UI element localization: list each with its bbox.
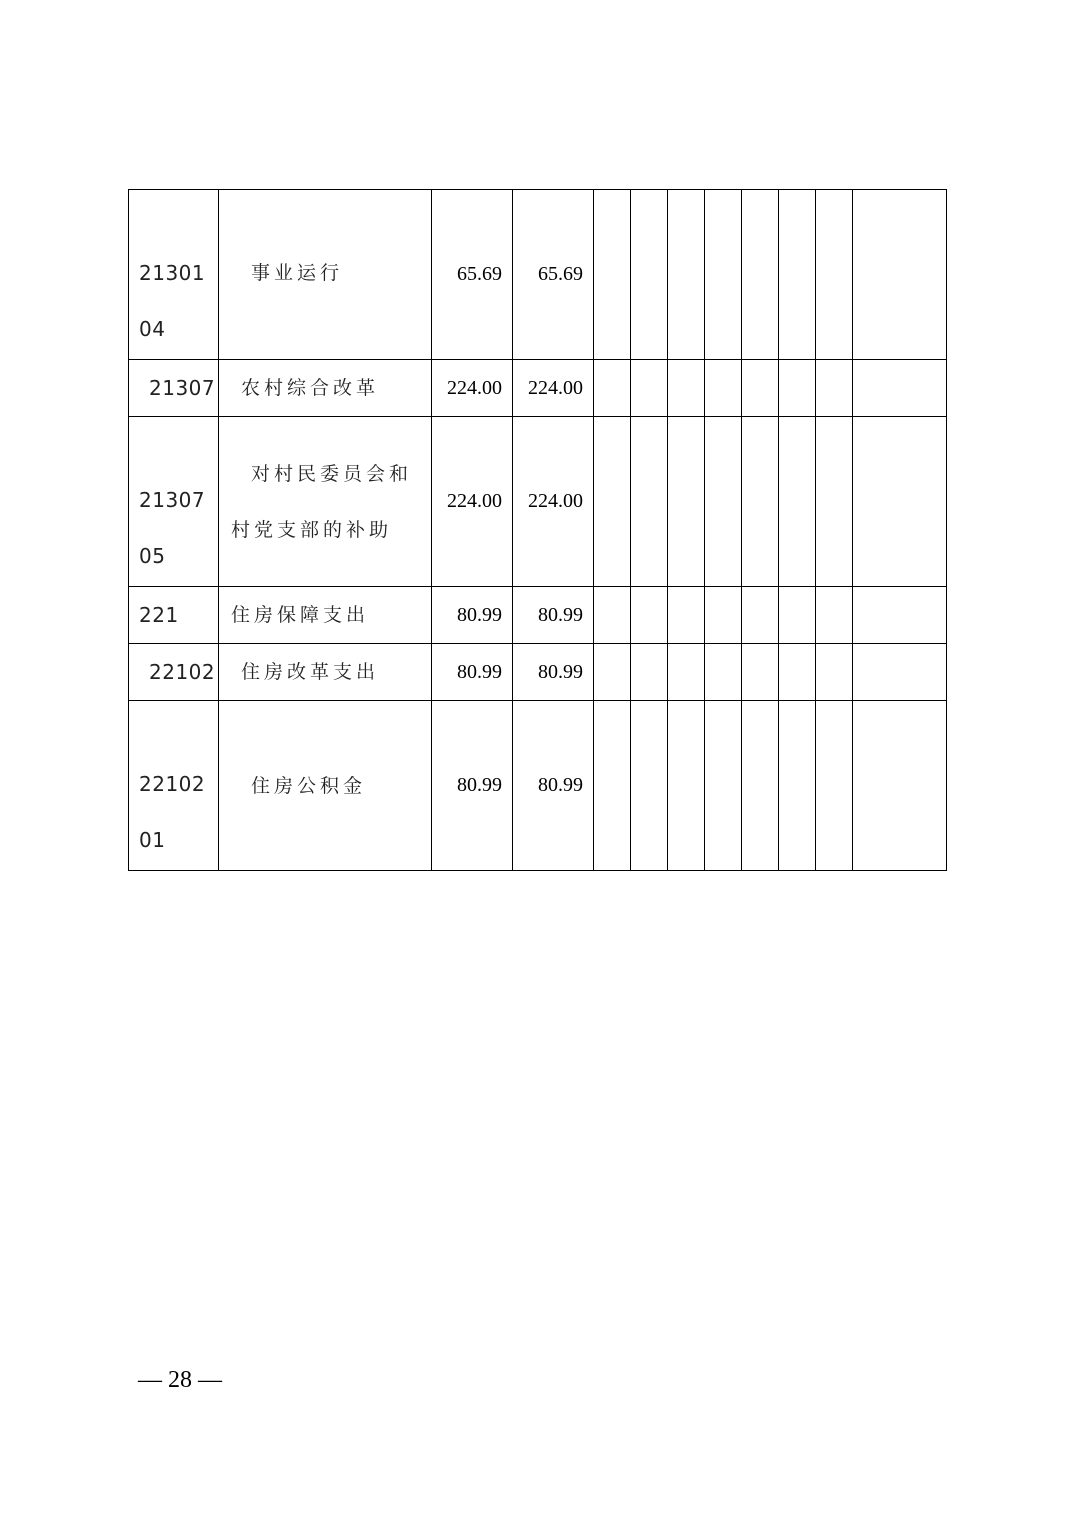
subject-name-line: 对村民委员会和: [251, 462, 413, 485]
empty-cell: [594, 190, 631, 360]
empty-cell: [668, 360, 705, 417]
empty-cell: [705, 701, 742, 871]
table-row: [129, 701, 947, 871]
total-amount: 224.00: [432, 360, 513, 417]
empty-cell: [594, 587, 631, 644]
empty-cell: [779, 587, 816, 644]
empty-cell: [816, 701, 853, 871]
table-row: [129, 587, 947, 644]
subject-code: 2210201: [129, 701, 219, 871]
empty-cell: [853, 417, 947, 587]
empty-cell: [779, 644, 816, 701]
total-amount: 224.00: [432, 417, 513, 587]
subject-name: 住房改革支出: [219, 644, 432, 701]
empty-cell: [631, 644, 668, 701]
basic-amount: 65.69: [513, 190, 594, 360]
empty-cell: [631, 417, 668, 587]
empty-cell: [742, 644, 779, 701]
empty-cell: [594, 644, 631, 701]
subject-name: 住房保障支出: [219, 587, 432, 644]
basic-amount: 224.00: [513, 360, 594, 417]
empty-cell: [816, 360, 853, 417]
table-row: [129, 644, 947, 701]
empty-cell: [816, 644, 853, 701]
empty-cell: [742, 701, 779, 871]
empty-cell: [853, 190, 947, 360]
table-row: [129, 190, 947, 360]
empty-cell: [742, 360, 779, 417]
page-number: — 28 —: [138, 1367, 222, 1393]
subject-code: 21307: [129, 360, 219, 417]
empty-cell: [594, 417, 631, 587]
total-amount: 80.99: [432, 644, 513, 701]
empty-cell: [816, 587, 853, 644]
empty-cell: [853, 701, 947, 871]
subject-code: 2130104: [129, 190, 219, 360]
empty-cell: [779, 417, 816, 587]
empty-cell: [705, 417, 742, 587]
empty-cell: [668, 190, 705, 360]
subject-code: 221: [129, 587, 219, 644]
basic-amount: 224.00: [513, 417, 594, 587]
empty-cell: [705, 644, 742, 701]
empty-cell: [631, 701, 668, 871]
empty-cell: [594, 360, 631, 417]
empty-cell: [816, 190, 853, 360]
empty-cell: [594, 701, 631, 871]
subject-name: 住房公积金: [219, 701, 432, 871]
subject-name: [219, 417, 432, 587]
table-row: [129, 360, 947, 417]
subject-name: 农村综合改革: [219, 360, 432, 417]
empty-cell: [705, 190, 742, 360]
total-amount: 80.99: [432, 701, 513, 871]
empty-cell: [742, 190, 779, 360]
empty-cell: [631, 360, 668, 417]
empty-cell: [779, 701, 816, 871]
empty-cell: [742, 587, 779, 644]
empty-cell: [668, 701, 705, 871]
empty-cell: [853, 587, 947, 644]
empty-cell: [631, 190, 668, 360]
empty-cell: [705, 587, 742, 644]
basic-amount: 80.99: [513, 644, 594, 701]
subject-name: 事业运行: [219, 190, 432, 360]
subject-code: 2130705: [129, 417, 219, 587]
empty-cell: [853, 360, 947, 417]
empty-cell: [779, 360, 816, 417]
empty-cell: [631, 587, 668, 644]
empty-cell: [705, 360, 742, 417]
total-amount: 65.69: [432, 190, 513, 360]
empty-cell: [668, 644, 705, 701]
table-row: [129, 417, 947, 587]
basic-amount: 80.99: [513, 587, 594, 644]
empty-cell: [668, 587, 705, 644]
empty-cell: [853, 644, 947, 701]
empty-cell: [668, 417, 705, 587]
empty-cell: [742, 417, 779, 587]
subject-code: 22102: [129, 644, 219, 701]
empty-cell: [816, 417, 853, 587]
subject-name-line: 村党支部的补助: [231, 518, 393, 541]
total-amount: 80.99: [432, 587, 513, 644]
basic-amount: 80.99: [513, 701, 594, 871]
budget-table: [128, 189, 947, 871]
empty-cell: [779, 190, 816, 360]
